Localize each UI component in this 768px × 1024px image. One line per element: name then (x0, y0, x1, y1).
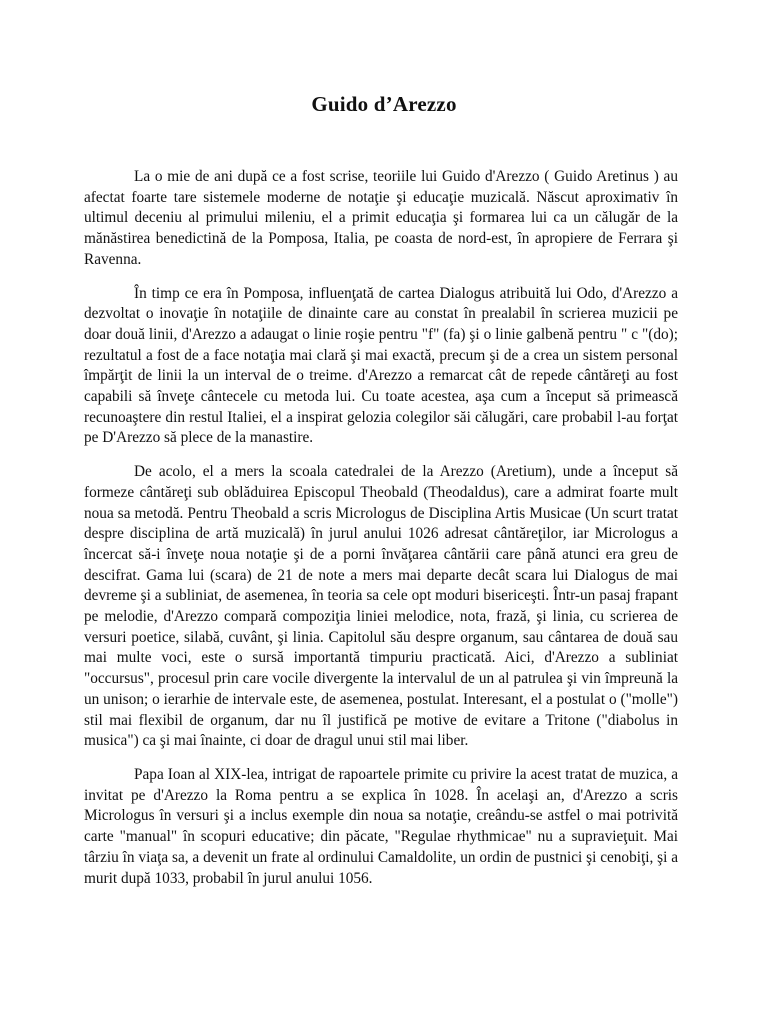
paragraph-4: Papa Ioan al XIX-lea, intrigat de rapoartele primite cu privire la acest tratat de muzica, a invitat pe d'Arezzo la Roma pentru a se explica în 1028. În acelaşi an, d'Arezzo a scris Micrologus în versuri şi a inclus exemple din noua sa notaţie, creându-se astfel o mai potrivită carte "manual" în scopuri educative; din păcate, "Regulae rhythmicae" nu a supravieţuit. Mai târziu în viaţa sa, a devenit un frate al ordinului Camaldolite, un ordin de pustnici şi cenobiţi, şi a murit după 1033, probabil în jurul anului 1056. (84, 765, 678, 887)
paragraph-2: În timp ce era în Pomposa, influenţată de cartea Dialogus atribuită lui Odo, d'Arezzo a dezvoltat o inovaţie în notaţiile de dinainte care au constat în prealabil în scrierea muzicii pe doar două linii, d'Arezzo a adaugat o linie roşie pentru "f" (fa) şi o linie galbenă pentru " c "(do); rezultatul a fost de a face notaţia mai clară şi mai exactă, precum şi de a crea un sistem personal împărţit de linii la un interval de o treime. d'Arezzo a remarcat cât de repede cântăreţi au fost capabili să înveţe cântecele cu metoda lui. Cu toate acestea, aşa cum a început să primească recunoaştere din restul Italiei, el a inspirat gelozia colegilor săi călugări, care probabil l-au forţat pe D'Arezzo să plece de la manastire. (84, 284, 678, 447)
document-title: Guido d’Arezzo (311, 92, 457, 116)
document-body (84, 167, 678, 902)
paragraph-1: La o mie de ani după ce a fost scrise, teoriile lui Guido d'Arezzo ( Guido Aretinus ) au afectat foarte tare sistemele moderne de notaţie şi educaţie muzicală. Născut aproximativ în ultimul deceniu al primului mileniu, el a primit educaţia şi formarea lui ca un călugăr de la mănăstirea benedictină de la Pomposa, Italia, pe coasta de nord-est, în apropiere de Ferrara şi Ravenna. (84, 168, 678, 268)
paragraph-3: De acolo, el a mers la scoala catedralei de la Arezzo (Aretium), unde a început să formeze cântăreţi sub oblăduirea Episcopul Theobald (Theodaldus), care a admirat foarte mult noua sa metodă. Pentru Theobald a scris Micrologus de Disciplina Artis Musicae (Un scurt tratat despre disciplina de artă muzicală) în jurul anului 1026 adresat cântăreţilor, iar Micrologus a încercat să-i înveţe noua notaţie şi de a porni învăţarea cântării care până atunci era greu de descifrat. Gama lui (scara) de 21 de note a mers mai departe decât scara lui Dialogus de mai devreme şi a subliniat, de asemenea, în teoria sa cele opt moduri bisericeşti. Într-un pasaj frapant pe melodie, d'Arezzo compară compoziţia liniei melodice, nota, frază, şi linia, cu scrierea de versuri poetice, silabă, cuvânt, şi linia. Capitolul său despre organum, sau cântarea de două sau mai multe voci, este o sursă importantă timpuriu practicată. Aici, d'Arezzo a subliniat "occursus", procesul prin care vocile divergente la intervalul de un al patrulea şi vin împreună la un unison; o ierarhie de intervale este, de asemenea, postulat. Interesant, el a postulat o ("molle") stil mai flexibil de organum, dar nu îl justifică pe motive de evitare a Tritone ("diabolus in musica") ca şi mai înainte, ci doar de dragul unui stil mai liber. (84, 463, 678, 750)
